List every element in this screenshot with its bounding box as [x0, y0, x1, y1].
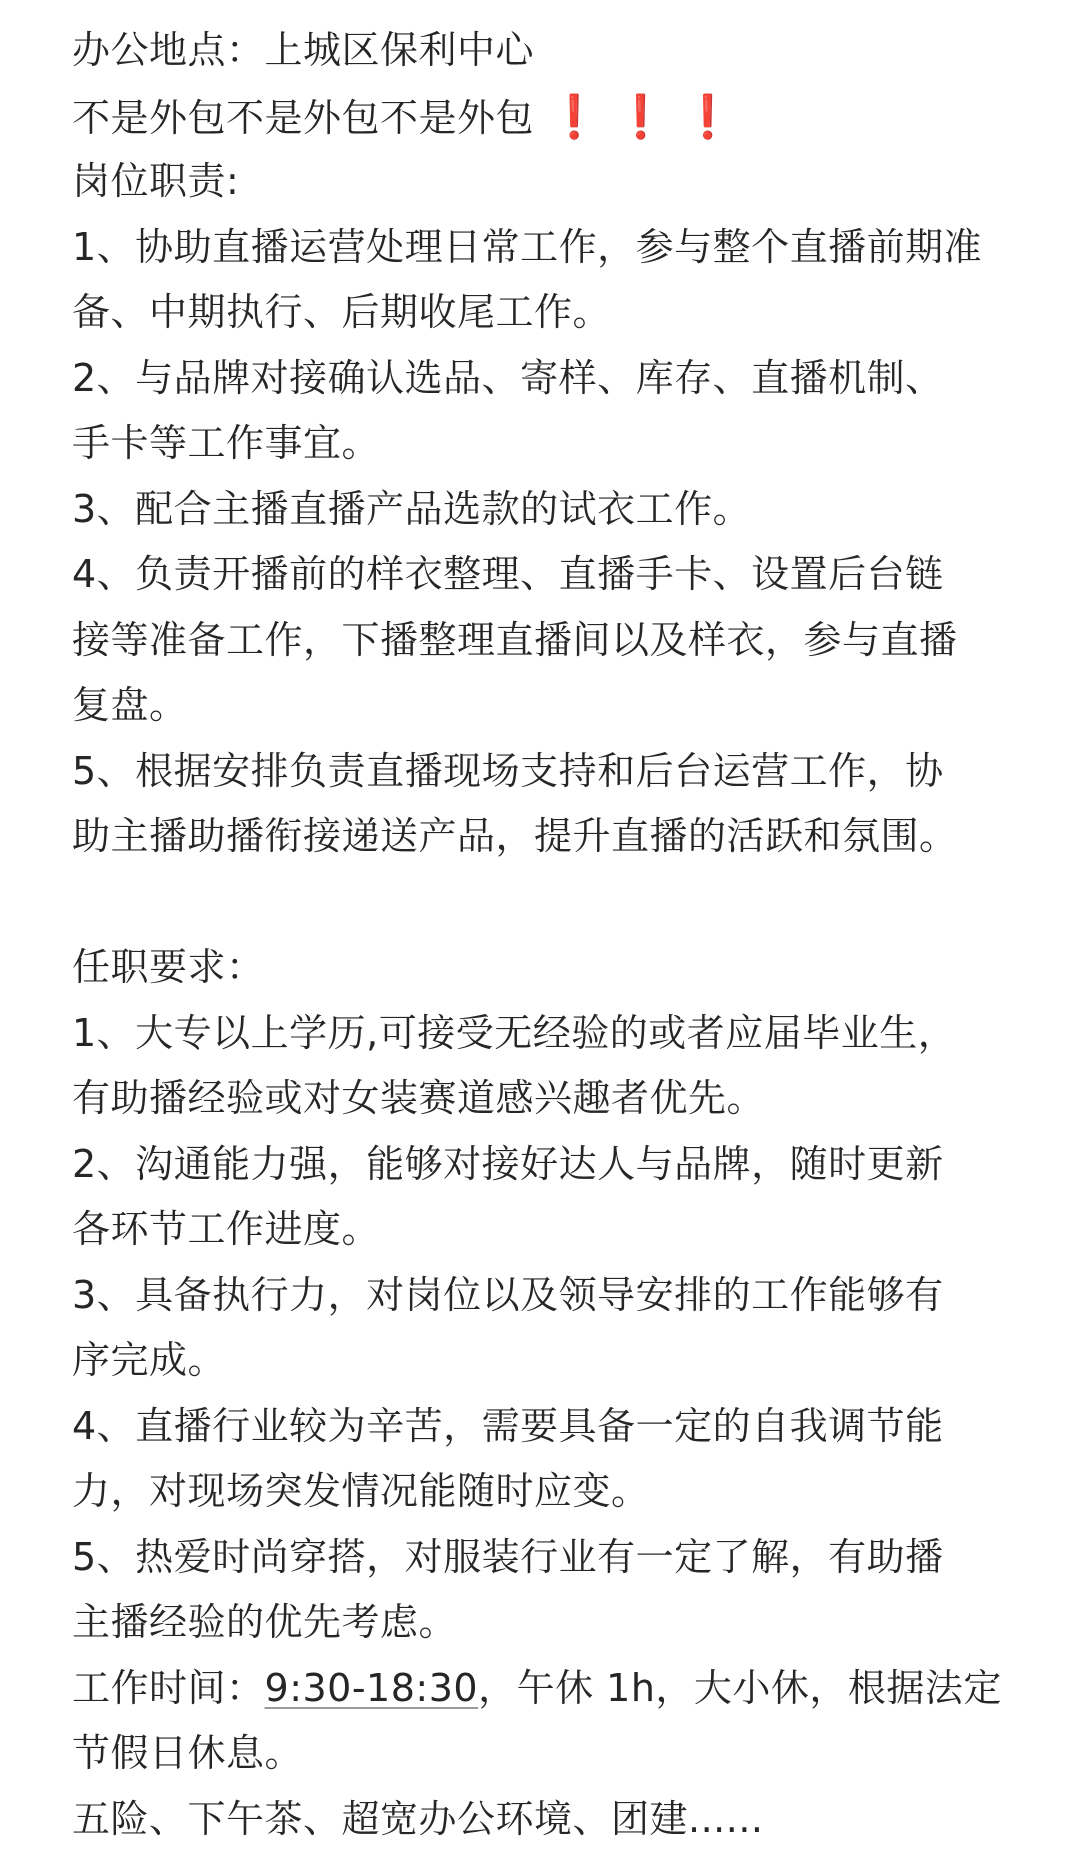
work-time-hours-link[interactable]: 9:30-18:30	[264, 1665, 479, 1710]
not-outsourced-text: 不是外包不是外包不是外包	[72, 95, 535, 140]
paragraph-spacer	[72, 870, 1032, 936]
requirement-line: 主播经验的优先考虑。	[72, 1600, 458, 1644]
duties-title: 岗位职责:	[72, 159, 240, 203]
requirement-line: 1、大专以上学历,可接受无经验的或者应届毕业生，	[72, 1010, 957, 1055]
duty-line: 助主播助播衔接递送产品，提升直播的活跃和氛围。	[72, 814, 958, 858]
requirement-line: 4、直播行业较为辛苦，需要具备一定的自我调节能	[72, 1403, 944, 1448]
requirement-line: 3、具备执行力，对岗位以及领导安排的工作能够有	[72, 1272, 944, 1317]
work-time-suffix: ，午休 1h，大小休，根据法定	[478, 1665, 1002, 1710]
exclamation-icon: ❗	[681, 91, 735, 141]
duty-line: 1、协助直播运营处理日常工作，参与整个直播前期准	[72, 224, 983, 269]
work-time-line-2: 节假日休息。	[72, 1731, 304, 1775]
not-outsourced-line	[72, 84, 1032, 150]
duty-line: 5、根据安排负责直播现场支持和后台运营工作，协	[72, 748, 944, 793]
exclamation-icon: ❗	[614, 91, 668, 141]
duty-line: 2、与品牌对接确认选品、寄样、库存、直播机制、	[72, 355, 944, 400]
duty-line: 3、配合主播直播产品选款的试衣工作。	[72, 486, 752, 531]
work-time-prefix: 工作时间：	[72, 1665, 265, 1710]
duty-line: 复盘。	[72, 683, 188, 727]
duty-line: 备、中期执行、后期收尾工作。	[72, 290, 612, 334]
duty-line: 接等准备工作，下播整理直播间以及样衣，参与直播	[72, 617, 958, 662]
exclamation-icon: ❗	[548, 91, 601, 141]
requirement-line: 有助播经验或对女装赛道感兴趣者优先。	[72, 1076, 766, 1120]
requirement-line: 2、沟通能力强，能够对接好达人与品牌，随时更新	[72, 1141, 944, 1186]
requirement-line: 力，对现场突发情况能随时应变。	[72, 1469, 650, 1513]
duty-line: 手卡等工作事宜。	[72, 421, 381, 465]
requirement-line: 序完成。	[72, 1338, 227, 1382]
office-location: 办公地点：上城区保利中心	[72, 28, 535, 72]
requirement-line: 5、热爱时尚穿搭，对服装行业有一定了解，有助播	[72, 1534, 944, 1579]
benefits-line: 五险、下午茶、超宽办公环境、团建......	[72, 1796, 764, 1841]
work-time-line	[72, 1656, 1032, 1722]
requirements-title: 任职要求：	[72, 945, 265, 989]
requirement-line: 各环节工作进度。	[72, 1207, 381, 1251]
job-posting-text	[72, 18, 1032, 1852]
duty-line: 4、负责开播前的样衣整理、直播手卡、设置后台链	[72, 552, 944, 596]
